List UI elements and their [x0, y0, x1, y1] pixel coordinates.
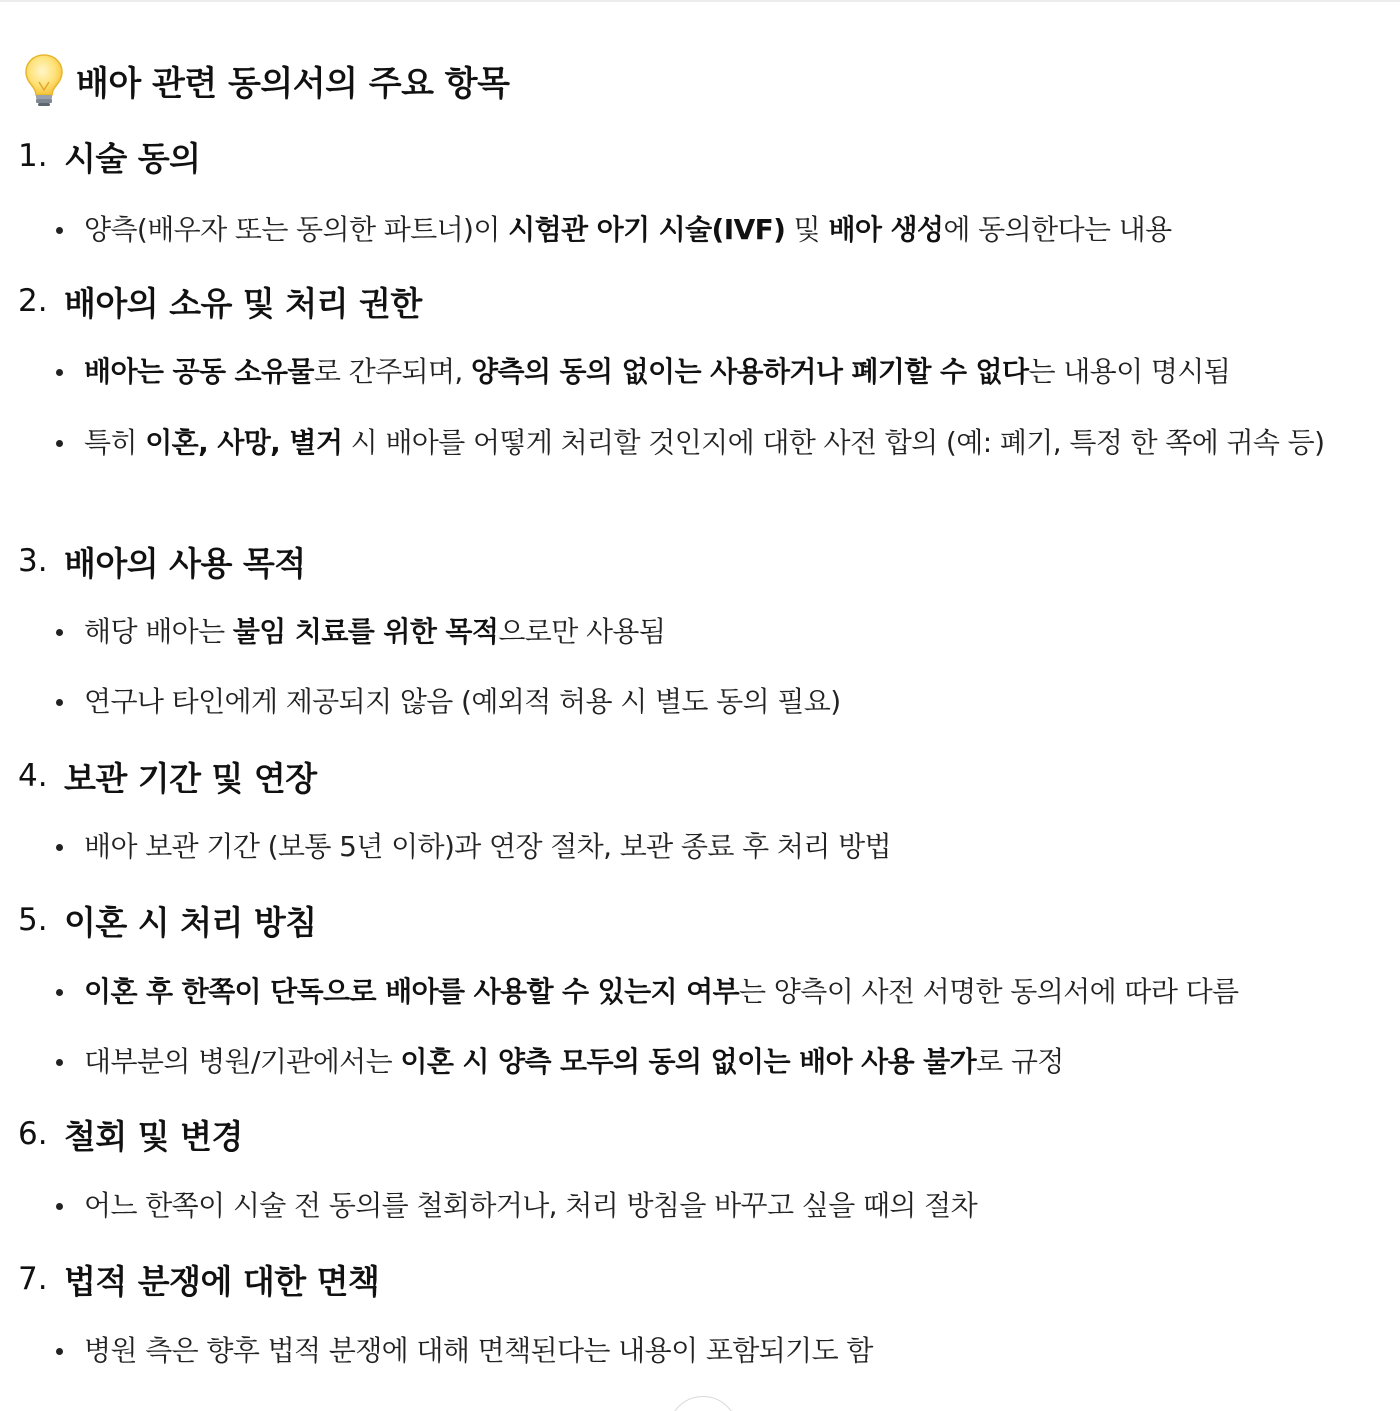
list-item — [56, 679, 1376, 725]
scroll-down-button[interactable] — [668, 1396, 738, 1411]
text-run: 대부분의 병원/기관에서는 — [84, 1045, 401, 1078]
list-item — [56, 609, 1376, 655]
list-number: 4. — [18, 758, 48, 794]
list-item-text — [84, 1328, 1376, 1374]
section-heading — [18, 1255, 379, 1303]
bold-text: 시험관 아기 시술(IVF) — [508, 213, 786, 246]
list-item-text — [84, 207, 1376, 253]
section-heading — [18, 1110, 243, 1158]
list-number: 5. — [18, 902, 48, 938]
section-title: 시술 동의 — [64, 138, 201, 178]
text-run: 어느 한쪽이 시술 전 동의를 철회하거나, 처리 방침을 바꾸고 싶을 때의 절차 — [84, 1189, 978, 1222]
bold-text: 이혼 후 한쪽이 단독으로 배아를 사용할 수 있는지 여부 — [84, 975, 740, 1008]
list-item-text — [84, 1183, 1376, 1229]
section-title: 배아의 사용 목적 — [64, 543, 306, 583]
section-heading — [18, 537, 306, 585]
text-run: 및 — [785, 213, 829, 246]
section-title: 배아의 소유 및 처리 권한 — [64, 283, 422, 323]
page-title: 배아 관련 동의서의 주요 항목 — [76, 63, 510, 104]
bullet-icon — [56, 989, 63, 996]
bullet-icon — [56, 629, 63, 636]
bold-text: 배아는 공동 소유물 — [84, 355, 314, 388]
section-title: 보관 기간 및 연장 — [64, 758, 317, 798]
bullet-icon — [56, 844, 63, 851]
list-item — [56, 349, 1376, 395]
bold-text: 불임 치료를 위한 목적 — [232, 615, 499, 648]
text-run: 에 동의한다는 내용 — [943, 213, 1172, 246]
section-title: 이혼 시 처리 방침 — [64, 902, 317, 942]
bullet-icon — [56, 440, 63, 447]
heading-row — [22, 50, 509, 110]
list-item — [56, 420, 1376, 466]
bullet-icon — [56, 699, 63, 706]
text-run: 병원 측은 향후 법적 분쟁에 대해 면책된다는 내용이 포함되기도 함 — [84, 1334, 873, 1367]
list-item-text — [84, 1039, 1376, 1085]
section-title: 철회 및 변경 — [64, 1116, 243, 1156]
text-run: 특히 — [84, 426, 146, 459]
text-run: 로 간주되며, — [313, 355, 472, 388]
list-item — [56, 1328, 1376, 1374]
lightbulb-icon — [22, 52, 66, 108]
section-heading — [18, 132, 201, 180]
text-run: 시 배아를 어떻게 처리할 것인지에 대한 사전 합의 (예: 폐기, 특정 한 쪽에 귀속 등) — [342, 426, 1325, 459]
text-run: 연구나 타인에게 제공되지 않음 (예외적 허용 시 별도 동의 필요) — [84, 685, 841, 718]
list-item — [56, 1183, 1376, 1229]
section-title: 법적 분쟁에 대한 면책 — [64, 1261, 380, 1301]
list-number: 2. — [18, 283, 48, 319]
bullet-icon — [56, 369, 63, 376]
bullet-icon — [56, 1348, 63, 1355]
text-run: 으로만 사용됨 — [498, 615, 666, 648]
list-item — [56, 1039, 1376, 1085]
section-heading — [18, 896, 317, 944]
text-run: 는 양측이 사전 서명한 동의서에 따라 다름 — [739, 975, 1239, 1008]
bullet-icon — [56, 227, 63, 234]
list-item-text — [84, 420, 1376, 466]
list-number: 6. — [18, 1116, 48, 1152]
list-item — [56, 207, 1376, 253]
bold-text: 양측의 동의 없이는 사용하거나 폐기할 수 없다 — [471, 355, 1029, 388]
list-item-text — [84, 609, 1376, 655]
text-run: 로 규정 — [976, 1045, 1064, 1078]
bold-text: 이혼 시 양측 모두의 동의 없이는 배아 사용 불가 — [400, 1045, 977, 1078]
list-item-text — [84, 679, 1376, 725]
list-item-text — [84, 349, 1376, 395]
text-run: 양측(배우자 또는 동의한 파트너)이 — [84, 213, 509, 246]
bold-text: 이혼, 사망, 별거 — [145, 426, 343, 459]
list-number: 1. — [18, 138, 48, 174]
bold-text: 배아 생성 — [828, 213, 944, 246]
bullet-icon — [56, 1203, 63, 1210]
section-heading — [18, 752, 317, 800]
list-item — [56, 824, 1376, 870]
list-item-text — [84, 969, 1376, 1015]
list-item-text — [84, 824, 1376, 870]
text-run: 는 내용이 명시됨 — [1028, 355, 1231, 388]
text-run: 해당 배아는 — [84, 615, 233, 648]
bullet-icon — [56, 1059, 63, 1066]
text-run: 배아 보관 기간 (보통 5년 이하)과 연장 절차, 보관 종료 후 처리 방법 — [84, 830, 891, 863]
list-item — [56, 969, 1376, 1015]
section-heading — [18, 277, 422, 325]
list-number: 7. — [18, 1261, 48, 1297]
list-number: 3. — [18, 543, 48, 579]
